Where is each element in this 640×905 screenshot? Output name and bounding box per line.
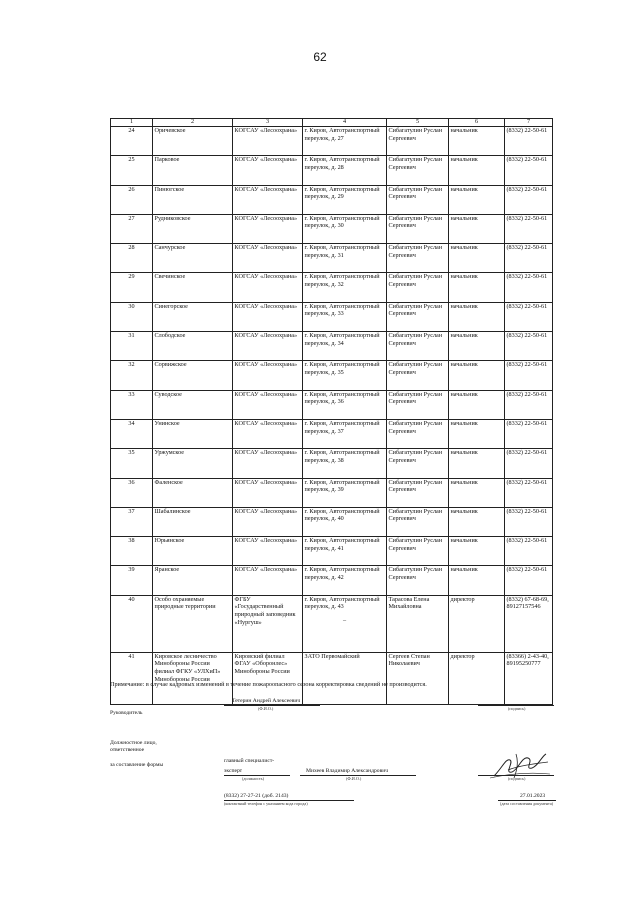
cell-position: начальник — [449, 507, 505, 536]
cell-organization: Кировский филиал ФГАУ «Оборонлес» Минобороны России — [233, 652, 303, 704]
cell-organization: КОГСАУ «Лесоохрана» — [233, 244, 303, 273]
address-text: г. Киров, Автотранспортный переулок, д. 43 — [304, 595, 380, 611]
cell-position: начальник — [449, 185, 505, 214]
cell-address: ЗАТО Первомайский — [303, 652, 387, 704]
table-row — [111, 214, 553, 243]
cell-position: начальник — [449, 214, 505, 243]
column-header: 1 — [111, 119, 153, 127]
cell-person: Сибагатулин Руслан Сергеевич — [387, 449, 449, 478]
column-header: 2 — [153, 119, 233, 127]
cell-organization: КОГСАУ «Лесоохрана» — [233, 478, 303, 507]
cell-district: Санчурское — [153, 244, 233, 273]
cell-district: Кировское лесничество Минобороны России филиал ФГКУ «УЛХиП» Минобороны России — [153, 652, 233, 704]
cell-person: Сибагатулин Руслан Сергеевич — [387, 419, 449, 448]
cell-district: Суводское — [153, 390, 233, 419]
cell-position: директор — [449, 595, 505, 652]
cell-person: Сибагатулин Руслан Сергеевич — [387, 390, 449, 419]
cell-organization: ФГБУ «Государственный природный заповедник «Нургуш» — [233, 595, 303, 652]
table-row — [111, 302, 553, 331]
cell-address: г. Киров, Автотранспортный переулок, д. 27 — [303, 127, 387, 156]
cell-district: Юрьянское — [153, 537, 233, 566]
cell-number: 39 — [111, 566, 153, 595]
cell-number: 24 — [111, 127, 153, 156]
cell-address: г. Киров, Автотранспортный переулок, д. 40 — [303, 507, 387, 536]
cell-position: начальник — [449, 537, 505, 566]
cell-address: г. Киров, Автотранспортный переулок, д. 28 — [303, 156, 387, 185]
cell-address: г. Киров, Автотранспортный переулок, д. 38 — [303, 449, 387, 478]
cell-phone: (8332) 22-50-61 — [505, 302, 553, 331]
cell-organization: КОГСАУ «Лесоохрана» — [233, 361, 303, 390]
responsible-name: Михеев Владимир Александрович — [306, 768, 389, 774]
cell-address: г. Киров, Автотранспортный переулок, д. 32 — [303, 273, 387, 302]
cell-organization: КОГСАУ «Лесоохрана» — [233, 537, 303, 566]
cell-number: 33 — [111, 390, 153, 419]
cell-position: начальник — [449, 478, 505, 507]
cell-address: г. Киров, Автотранспортный переулок, д. 37 — [303, 419, 387, 448]
table-row — [111, 244, 553, 273]
cell-position: начальник — [449, 127, 505, 156]
table-header-row — [111, 119, 553, 127]
cell-number: 31 — [111, 332, 153, 361]
table-row — [111, 566, 553, 595]
cell-position: директор — [449, 652, 505, 704]
cell-number: 41 — [111, 652, 153, 704]
cell-organization: КОГСАУ «Лесоохрана» — [233, 507, 303, 536]
cell-position: начальник — [449, 156, 505, 185]
cell-person: Сибагатулин Руслан Сергеевич — [387, 332, 449, 361]
cell-address: г. Киров, Автотранспортный переулок, д. 33 — [303, 302, 387, 331]
cell-district: Слободское — [153, 332, 233, 361]
cell-organization: КОГСАУ «Лесоохрана» — [233, 127, 303, 156]
cell-number: 28 — [111, 244, 153, 273]
cell-address: г. Киров, Автотранспортный переулок, д. 41 — [303, 537, 387, 566]
cell-phone: (8332) 22-50-61 — [505, 361, 553, 390]
cell-phone: (8332) 22-50-61 — [505, 390, 553, 419]
table-row — [111, 478, 553, 507]
table-row — [111, 332, 553, 361]
cell-organization: КОГСАУ «Лесоохрана» — [233, 332, 303, 361]
cell-phone: (8332) 67-68-69, 89127157546 — [505, 595, 553, 652]
table-row — [111, 361, 553, 390]
cell-person: Сибагатулин Руслан Сергеевич — [387, 302, 449, 331]
document-date: 27.01.2023 — [520, 793, 546, 799]
cell-phone: (8332) 22-50-61 — [505, 566, 553, 595]
cell-organization: КОГСАУ «Лесоохрана» — [233, 449, 303, 478]
cell-person: Сергеев Степан Николаевич — [387, 652, 449, 704]
cell-number: 30 — [111, 302, 153, 331]
cell-phone: (8332) 22-50-61 — [505, 185, 553, 214]
head-name: Тетерин Андрей Алексеевич — [232, 698, 301, 704]
head-label: Руководитель — [110, 710, 143, 716]
column-header: 6 — [449, 119, 505, 127]
cell-phone: (8332) 22-50-61 — [505, 127, 553, 156]
cell-person: Сибагатулин Руслан Сергеевич — [387, 127, 449, 156]
cell-phone: (8332) 22-50-61 — [505, 478, 553, 507]
position-caption: (должность) — [242, 776, 264, 781]
cell-position: начальник — [449, 390, 505, 419]
cell-phone: (8332) 22-50-61 — [505, 244, 553, 273]
cell-organization: КОГСАУ «Лесоохрана» — [233, 273, 303, 302]
cell-district: Сорвижское — [153, 361, 233, 390]
table-row — [111, 507, 553, 536]
cell-organization: КОГСАУ «Лесоохрана» — [233, 302, 303, 331]
cell-address: г. Киров, Автотранспортный переулок, д. 30 — [303, 214, 387, 243]
cell-person: Сибагатулин Руслан Сергеевич — [387, 214, 449, 243]
column-header: 5 — [387, 119, 449, 127]
cell-phone: (8332) 22-50-61 — [505, 214, 553, 243]
cell-person: Сибагатулин Руслан Сергеевич — [387, 156, 449, 185]
cell-number: 40 — [111, 595, 153, 652]
cell-position: начальник — [449, 419, 505, 448]
cell-phone: (8332) 22-50-61 — [505, 449, 553, 478]
cell-organization: КОГСАУ «Лесоохрана» — [233, 419, 303, 448]
cell-number: 34 — [111, 419, 153, 448]
cell-address: г. Киров, Автотранспортный переулок, д. 34 — [303, 332, 387, 361]
cell-phone: (8332) 22-50-61 — [505, 507, 553, 536]
cell-district: Парковое — [153, 156, 233, 185]
cell-position: начальник — [449, 273, 505, 302]
cell-number: 27 — [111, 214, 153, 243]
cell-person: Сибагатулин Руслан Сергеевич — [387, 244, 449, 273]
table-row — [111, 419, 553, 448]
table-row — [111, 537, 553, 566]
cell-number: 35 — [111, 449, 153, 478]
cell-organization: КОГСАУ «Лесоохрана» — [233, 390, 303, 419]
cell-address: г. Киров, Автотранспортный переулок, д. 39 — [303, 478, 387, 507]
cell-address: г. Киров, Автотранспортный переулок, д. 42 — [303, 566, 387, 595]
cell-district: Яранское — [153, 566, 233, 595]
cell-number: 25 — [111, 156, 153, 185]
cell-position: начальник — [449, 566, 505, 595]
signature-caption-2: (подпись) — [508, 776, 526, 781]
page-number: 62 — [313, 50, 327, 64]
cell-phone: (8332) 22-50-61 — [505, 273, 553, 302]
cell-person: Сибагатулин Руслан Сергеевич — [387, 507, 449, 536]
phone-caption: (контактный телефон с указанием кода города) — [224, 801, 308, 806]
cell-district: Фаленское — [153, 478, 233, 507]
cell-position: начальник — [449, 244, 505, 273]
responsible-label-2: ответственное — [110, 747, 145, 753]
cell-organization: КОГСАУ «Лесоохрана» — [233, 566, 303, 595]
table-row — [111, 390, 553, 419]
cell-organization: КОГСАУ «Лесоохрана» — [233, 214, 303, 243]
cell-address: г. Киров, Автотранспортный переулок, д. 31 — [303, 244, 387, 273]
cell-phone: (8332) 22-50-61 — [505, 332, 553, 361]
table-row — [111, 449, 553, 478]
cell-phone: (8332) 22-50-61 — [505, 419, 553, 448]
responsible-position-1: главный специалист- — [224, 758, 275, 764]
cell-person: Сибагатулин Руслан Сергеевич — [387, 537, 449, 566]
cell-organization: КОГСАУ «Лесоохрана» — [233, 156, 303, 185]
column-header: 7 — [505, 119, 553, 127]
cell-person: Сибагатулин Руслан Сергеевич — [387, 566, 449, 595]
forestry-contacts-table — [110, 118, 553, 705]
cell-address: г. Киров, Автотранспортный переулок, д. 29 — [303, 185, 387, 214]
cell-number: 32 — [111, 361, 153, 390]
cell-district: Синегорское — [153, 302, 233, 331]
column-header: 3 — [233, 119, 303, 127]
dash-mark: – — [342, 616, 347, 624]
cell-district: Уржумское — [153, 449, 233, 478]
cell-district: Шабалинское — [153, 507, 233, 536]
table-row — [111, 273, 553, 302]
column-header: 4 — [303, 119, 387, 127]
cell-address — [303, 595, 387, 652]
cell-address: г. Киров, Автотранспортный переулок, д. 36 — [303, 390, 387, 419]
cell-number: 29 — [111, 273, 153, 302]
cell-position: начальник — [449, 449, 505, 478]
cell-position: начальник — [449, 302, 505, 331]
cell-address: г. Киров, Автотранспортный переулок, д. 35 — [303, 361, 387, 390]
responsible-label-3: за составление формы — [110, 762, 164, 768]
cell-district: Унинское — [153, 419, 233, 448]
cell-number: 38 — [111, 537, 153, 566]
cell-position: начальник — [449, 332, 505, 361]
cell-phone: (8332) 22-50-61 — [505, 156, 553, 185]
cell-organization: КОГСАУ «Лесоохрана» — [233, 185, 303, 214]
table-row — [111, 185, 553, 214]
responsible-position-2: эксперт — [224, 768, 243, 774]
cell-district: Особо охраняемые природные территории — [153, 595, 233, 652]
cell-number: 26 — [111, 185, 153, 214]
cell-person: Сибагатулин Руслан Сергеевич — [387, 478, 449, 507]
cell-district: Пинюгское — [153, 185, 233, 214]
cell-phone: (83366) 2-43-40, 89195250777 — [505, 652, 553, 704]
cell-district: Оричевское — [153, 127, 233, 156]
cell-number: 37 — [111, 507, 153, 536]
cell-number: 36 — [111, 478, 153, 507]
signature-caption: (подпись) — [508, 706, 526, 711]
cell-person: Сибагатулин Руслан Сергеевич — [387, 361, 449, 390]
responsible-label-1: Должностное лицо, — [110, 740, 157, 746]
contact-phone: (8332) 27-27-21 (доб. 2143) — [224, 793, 289, 799]
cell-position: начальник — [449, 361, 505, 390]
table-row — [111, 652, 553, 704]
cell-phone: (8332) 22-50-61 — [505, 537, 553, 566]
fio-caption-2: (Ф.И.О.) — [346, 776, 362, 781]
table-row — [111, 156, 553, 185]
cell-district: Рудниковское — [153, 214, 233, 243]
cell-district: Свечинское — [153, 273, 233, 302]
table-note: Примечание: в случае кадровых изменений в течение пожароопасного сезона корректировка сведений не производится. — [110, 681, 427, 688]
table-row — [111, 127, 553, 156]
table-row — [111, 595, 553, 652]
cell-person: Сибагатулин Руслан Сергеевич — [387, 185, 449, 214]
cell-person: Сибагатулин Руслан Сергеевич — [387, 273, 449, 302]
date-caption: (дата составления документа) — [500, 801, 554, 806]
cell-person: Тарасова Елена Михайловна — [387, 595, 449, 652]
fio-caption: (Ф.И.О.) — [258, 706, 274, 711]
